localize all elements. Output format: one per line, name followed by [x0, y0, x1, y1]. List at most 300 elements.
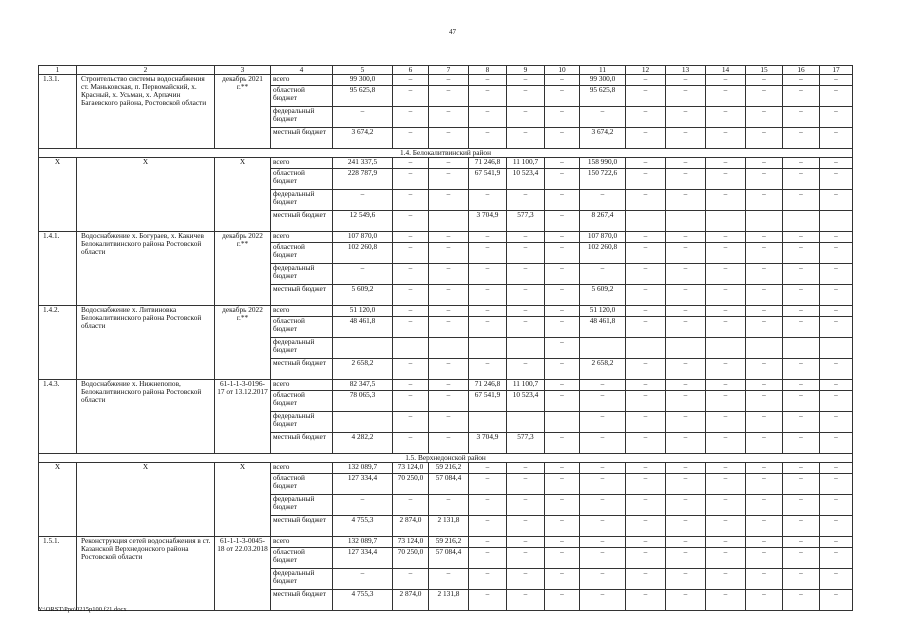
- value-cell: –: [820, 380, 853, 391]
- value-cell: –: [666, 548, 706, 569]
- value-cell: 99 300,0: [333, 75, 393, 86]
- value-cell: –: [507, 232, 545, 243]
- value-cell: –: [746, 169, 783, 190]
- value-cell: –: [746, 306, 783, 317]
- value-cell: –: [545, 285, 580, 306]
- value-cell: –: [666, 433, 706, 454]
- value-cell: –: [333, 190, 393, 211]
- value-cell: –: [580, 107, 626, 128]
- value-cell: –: [820, 537, 853, 548]
- value-cell: 67 541,9: [469, 169, 507, 190]
- value-cell: –: [783, 232, 820, 243]
- value-cell: 2 658,2: [580, 359, 626, 380]
- value-cell: 102 260,8: [580, 243, 626, 264]
- value-cell: –: [820, 190, 853, 211]
- value-cell: 78 065,3: [333, 391, 393, 412]
- column-header: 11: [580, 66, 626, 75]
- value-cell: –: [545, 433, 580, 454]
- value-cell: 95 625,8: [580, 86, 626, 107]
- value-cell: 73 124,0: [393, 463, 429, 474]
- value-cell: –: [545, 211, 580, 232]
- value-cell: –: [626, 463, 666, 474]
- value-cell: 4 755,3: [333, 590, 393, 611]
- value-cell: –: [580, 590, 626, 611]
- value-cell: –: [393, 317, 429, 338]
- value-cell: –: [820, 317, 853, 338]
- value-cell: –: [820, 169, 853, 190]
- value-cell: 132 089,7: [333, 463, 393, 474]
- value-cell: –: [706, 463, 746, 474]
- item-term: 61-1-1-3-0045-18 от 22.03.2018: [215, 537, 271, 611]
- value-cell: –: [706, 317, 746, 338]
- value-cell: 5 609,2: [580, 285, 626, 306]
- value-cell: –: [706, 232, 746, 243]
- value-cell: 2 131,8: [429, 516, 469, 537]
- value-cell: 10 523,4: [507, 169, 545, 190]
- value-cell: –: [820, 516, 853, 537]
- column-header: 6: [393, 66, 429, 75]
- value-cell: –: [820, 495, 853, 516]
- value-cell: –: [580, 474, 626, 495]
- value-cell: –: [783, 86, 820, 107]
- value-cell: –: [820, 548, 853, 569]
- file-path-footer: Y:\ORST\Ppo\0215p100.f21.docx: [38, 606, 127, 613]
- value-cell: –: [626, 264, 666, 285]
- value-cell: –: [429, 190, 469, 211]
- value-cell: –: [706, 169, 746, 190]
- value-cell: –: [507, 474, 545, 495]
- value-cell: 158 990,0: [580, 158, 626, 169]
- value-cell: –: [469, 569, 507, 590]
- budget-label: всего: [271, 537, 333, 548]
- budget-label: областной бюджет: [271, 391, 333, 412]
- value-cell: –: [507, 548, 545, 569]
- section-title: 1.5. Верхнедонской район: [39, 454, 853, 463]
- value-cell: –: [429, 569, 469, 590]
- financing-table: [38, 65, 853, 611]
- column-header: 8: [469, 66, 507, 75]
- budget-label: федеральный бюджет: [271, 338, 333, 359]
- value-cell: –: [706, 516, 746, 537]
- value-cell: [666, 211, 706, 232]
- item-number: Х: [39, 463, 77, 537]
- value-cell: 150 722,6: [580, 169, 626, 190]
- value-cell: –: [820, 243, 853, 264]
- value-cell: –: [580, 463, 626, 474]
- value-cell: –: [783, 548, 820, 569]
- column-header: 16: [783, 66, 820, 75]
- value-cell: –: [469, 495, 507, 516]
- value-cell: 4 755,3: [333, 516, 393, 537]
- value-cell: –: [580, 380, 626, 391]
- item-name: Х: [77, 158, 215, 232]
- budget-label: всего: [271, 380, 333, 391]
- value-cell: 228 787,9: [333, 169, 393, 190]
- value-cell: –: [746, 516, 783, 537]
- budget-label: местный бюджет: [271, 128, 333, 149]
- item-number: 1.4.2.: [39, 306, 77, 380]
- value-cell: –: [429, 169, 469, 190]
- budget-label: местный бюджет: [271, 211, 333, 232]
- value-cell: –: [545, 548, 580, 569]
- value-cell: –: [666, 412, 706, 433]
- item-number: 1.3.1.: [39, 75, 77, 149]
- value-cell: –: [469, 537, 507, 548]
- value-cell: –: [666, 107, 706, 128]
- value-cell: –: [746, 264, 783, 285]
- value-cell: –: [746, 317, 783, 338]
- value-cell: –: [393, 75, 429, 86]
- value-cell: –: [469, 548, 507, 569]
- value-cell: –: [469, 264, 507, 285]
- value-cell: –: [580, 433, 626, 454]
- value-cell: –: [783, 75, 820, 86]
- value-cell: –: [580, 537, 626, 548]
- value-cell: 102 260,8: [333, 243, 393, 264]
- budget-label: всего: [271, 158, 333, 169]
- value-cell: –: [820, 391, 853, 412]
- value-cell: –: [626, 232, 666, 243]
- value-cell: –: [783, 169, 820, 190]
- value-cell: [746, 211, 783, 232]
- value-cell: –: [626, 537, 666, 548]
- value-cell: –: [507, 317, 545, 338]
- value-cell: –: [469, 232, 507, 243]
- value-cell: –: [820, 306, 853, 317]
- value-cell: [626, 338, 666, 359]
- value-cell: –: [706, 548, 746, 569]
- value-cell: 11 100,7: [507, 158, 545, 169]
- value-cell: –: [429, 359, 469, 380]
- value-cell: –: [820, 285, 853, 306]
- item-name: Строительство системы водоснабжения ст. Маньковская, п. Первомайский, х. Красный, х. Усьман, х. Арпачин Багаевского района, Ростовской области: [77, 75, 215, 149]
- column-header: 17: [820, 66, 853, 75]
- value-cell: –: [746, 243, 783, 264]
- value-cell: [626, 211, 666, 232]
- budget-label: областной бюджет: [271, 474, 333, 495]
- value-cell: 59 216,2: [429, 463, 469, 474]
- column-header: 7: [429, 66, 469, 75]
- value-cell: –: [746, 548, 783, 569]
- value-cell: [706, 338, 746, 359]
- value-cell: –: [545, 474, 580, 495]
- value-cell: –: [429, 264, 469, 285]
- value-cell: –: [469, 107, 507, 128]
- value-cell: –: [626, 495, 666, 516]
- value-cell: –: [507, 537, 545, 548]
- value-cell: –: [746, 128, 783, 149]
- value-cell: –: [545, 391, 580, 412]
- value-cell: –: [393, 306, 429, 317]
- value-cell: [545, 412, 580, 433]
- value-cell: –: [783, 391, 820, 412]
- value-cell: –: [666, 590, 706, 611]
- value-cell: –: [393, 412, 429, 433]
- value-cell: –: [393, 569, 429, 590]
- value-cell: –: [820, 232, 853, 243]
- value-cell: –: [580, 264, 626, 285]
- value-cell: –: [820, 86, 853, 107]
- value-cell: –: [666, 243, 706, 264]
- table-row: [39, 158, 853, 169]
- value-cell: –: [545, 190, 580, 211]
- value-cell: –: [626, 359, 666, 380]
- value-cell: 70 250,0: [393, 474, 429, 495]
- value-cell: –: [783, 317, 820, 338]
- value-cell: –: [783, 190, 820, 211]
- value-cell: –: [746, 158, 783, 169]
- column-header: 5: [333, 66, 393, 75]
- value-cell: –: [626, 243, 666, 264]
- value-cell: –: [429, 391, 469, 412]
- value-cell: –: [545, 243, 580, 264]
- table-row: [39, 232, 853, 243]
- value-cell: –: [507, 590, 545, 611]
- value-cell: 127 334,4: [333, 548, 393, 569]
- value-cell: –: [626, 306, 666, 317]
- value-cell: –: [580, 516, 626, 537]
- value-cell: –: [783, 128, 820, 149]
- value-cell: 2 131,8: [429, 590, 469, 611]
- value-cell: –: [666, 569, 706, 590]
- item-name: Водоснабжение х. Нижнепопов, Белокалитвинского района Ростовской области: [77, 380, 215, 454]
- item-term: Х: [215, 463, 271, 537]
- budget-label: областной бюджет: [271, 317, 333, 338]
- value-cell: –: [746, 569, 783, 590]
- value-cell: –: [706, 190, 746, 211]
- value-cell: 10 523,4: [507, 391, 545, 412]
- value-cell: –: [666, 537, 706, 548]
- value-cell: –: [666, 495, 706, 516]
- value-cell: 3 704,9: [469, 433, 507, 454]
- value-cell: –: [783, 380, 820, 391]
- value-cell: –: [706, 264, 746, 285]
- value-cell: –: [507, 86, 545, 107]
- value-cell: –: [545, 495, 580, 516]
- value-cell: 59 216,2: [429, 537, 469, 548]
- value-cell: –: [507, 128, 545, 149]
- value-cell: 3 674,2: [333, 128, 393, 149]
- value-cell: 5 609,2: [333, 285, 393, 306]
- value-cell: –: [706, 495, 746, 516]
- value-cell: –: [507, 516, 545, 537]
- value-cell: –: [333, 107, 393, 128]
- budget-label: федеральный бюджет: [271, 412, 333, 433]
- value-cell: 48 461,8: [580, 317, 626, 338]
- budget-label: областной бюджет: [271, 243, 333, 264]
- column-header: 14: [706, 66, 746, 75]
- value-cell: –: [469, 190, 507, 211]
- value-cell: –: [507, 243, 545, 264]
- value-cell: [333, 338, 393, 359]
- value-cell: –: [783, 474, 820, 495]
- value-cell: –: [820, 128, 853, 149]
- value-cell: –: [507, 306, 545, 317]
- value-cell: –: [666, 463, 706, 474]
- value-cell: [820, 211, 853, 232]
- budget-label: областной бюджет: [271, 169, 333, 190]
- value-cell: –: [626, 317, 666, 338]
- value-cell: –: [746, 391, 783, 412]
- value-cell: –: [429, 243, 469, 264]
- budget-label: всего: [271, 232, 333, 243]
- value-cell: –: [820, 590, 853, 611]
- value-cell: –: [626, 391, 666, 412]
- value-cell: –: [783, 516, 820, 537]
- value-cell: –: [666, 317, 706, 338]
- section-title: 1.4. Белокалитвинский район: [39, 149, 853, 158]
- value-cell: 577,3: [507, 211, 545, 232]
- value-cell: –: [333, 495, 393, 516]
- item-number: 1.5.1.: [39, 537, 77, 611]
- value-cell: –: [429, 86, 469, 107]
- column-header: 1: [39, 66, 77, 75]
- value-cell: 71 246,8: [469, 158, 507, 169]
- value-cell: –: [469, 317, 507, 338]
- item-name: Реконструкция сетей водоснабжения в ст. Казанской Верхнедонского района Ростовской области: [77, 537, 215, 611]
- value-cell: 48 461,8: [333, 317, 393, 338]
- value-cell: –: [783, 264, 820, 285]
- value-cell: –: [820, 158, 853, 169]
- value-cell: 241 337,5: [333, 158, 393, 169]
- budget-label: областной бюджет: [271, 86, 333, 107]
- value-cell: 3 674,2: [580, 128, 626, 149]
- value-cell: –: [429, 158, 469, 169]
- value-cell: 11 100,7: [507, 380, 545, 391]
- value-cell: –: [469, 75, 507, 86]
- value-cell: –: [393, 391, 429, 412]
- value-cell: –: [429, 232, 469, 243]
- value-cell: 2 874,0: [393, 590, 429, 611]
- value-cell: –: [429, 306, 469, 317]
- value-cell: –: [783, 306, 820, 317]
- budget-label: всего: [271, 306, 333, 317]
- value-cell: –: [393, 107, 429, 128]
- value-cell: 2 874,0: [393, 516, 429, 537]
- value-cell: –: [507, 264, 545, 285]
- value-cell: –: [429, 412, 469, 433]
- value-cell: –: [783, 569, 820, 590]
- value-cell: –: [429, 75, 469, 86]
- value-cell: –: [706, 158, 746, 169]
- value-cell: –: [429, 285, 469, 306]
- value-cell: –: [626, 380, 666, 391]
- value-cell: –: [820, 359, 853, 380]
- column-header: 10: [545, 66, 580, 75]
- section-row: [39, 454, 853, 463]
- value-cell: –: [393, 211, 429, 232]
- value-cell: –: [626, 516, 666, 537]
- value-cell: 107 870,0: [333, 232, 393, 243]
- value-cell: –: [706, 380, 746, 391]
- value-cell: –: [469, 306, 507, 317]
- value-cell: –: [545, 338, 580, 359]
- value-cell: –: [746, 359, 783, 380]
- table-row: [39, 75, 853, 86]
- value-cell: –: [746, 463, 783, 474]
- value-cell: –: [333, 569, 393, 590]
- value-cell: –: [580, 548, 626, 569]
- budget-label: всего: [271, 75, 333, 86]
- value-cell: –: [429, 107, 469, 128]
- value-cell: 57 084,4: [429, 474, 469, 495]
- value-cell: –: [626, 590, 666, 611]
- value-cell: –: [783, 107, 820, 128]
- value-cell: –: [746, 412, 783, 433]
- value-cell: 71 246,8: [469, 380, 507, 391]
- header-row: [39, 66, 853, 75]
- value-cell: [429, 211, 469, 232]
- column-header: 3: [215, 66, 271, 75]
- value-cell: –: [580, 391, 626, 412]
- value-cell: –: [545, 569, 580, 590]
- value-cell: –: [666, 169, 706, 190]
- value-cell: –: [545, 169, 580, 190]
- column-header: 9: [507, 66, 545, 75]
- value-cell: –: [545, 306, 580, 317]
- value-cell: –: [746, 433, 783, 454]
- value-cell: –: [545, 359, 580, 380]
- value-cell: –: [626, 158, 666, 169]
- value-cell: 99 300,0: [580, 75, 626, 86]
- budget-label: местный бюджет: [271, 285, 333, 306]
- value-cell: –: [746, 590, 783, 611]
- value-cell: 73 124,0: [393, 537, 429, 548]
- value-cell: 70 250,0: [393, 548, 429, 569]
- value-cell: –: [626, 107, 666, 128]
- column-header: 2: [77, 66, 215, 75]
- value-cell: –: [783, 412, 820, 433]
- value-cell: [706, 211, 746, 232]
- value-cell: –: [746, 107, 783, 128]
- value-cell: –: [545, 107, 580, 128]
- value-cell: –: [666, 516, 706, 537]
- item-term: декабрь 2022 г.**: [215, 306, 271, 380]
- value-cell: –: [626, 75, 666, 86]
- value-cell: –: [706, 243, 746, 264]
- value-cell: –: [706, 128, 746, 149]
- budget-label: федеральный бюджет: [271, 264, 333, 285]
- value-cell: –: [666, 128, 706, 149]
- item-term: декабрь 2022 г.**: [215, 232, 271, 306]
- value-cell: –: [783, 359, 820, 380]
- value-cell: –: [746, 232, 783, 243]
- value-cell: –: [706, 285, 746, 306]
- budget-label: областной бюджет: [271, 548, 333, 569]
- value-cell: –: [666, 190, 706, 211]
- value-cell: –: [469, 285, 507, 306]
- value-cell: –: [545, 380, 580, 391]
- value-cell: –: [393, 86, 429, 107]
- section-row: [39, 149, 853, 158]
- value-cell: –: [706, 75, 746, 86]
- value-cell: –: [666, 380, 706, 391]
- value-cell: –: [469, 516, 507, 537]
- value-cell: –: [783, 537, 820, 548]
- value-cell: –: [545, 232, 580, 243]
- item-name: Х: [77, 463, 215, 537]
- value-cell: [666, 338, 706, 359]
- value-cell: –: [545, 516, 580, 537]
- value-cell: –: [393, 128, 429, 149]
- value-cell: –: [666, 285, 706, 306]
- column-header: 4: [271, 66, 333, 75]
- value-cell: –: [746, 75, 783, 86]
- value-cell: –: [545, 463, 580, 474]
- value-cell: –: [507, 495, 545, 516]
- value-cell: 8 267,4: [580, 211, 626, 232]
- value-cell: –: [626, 412, 666, 433]
